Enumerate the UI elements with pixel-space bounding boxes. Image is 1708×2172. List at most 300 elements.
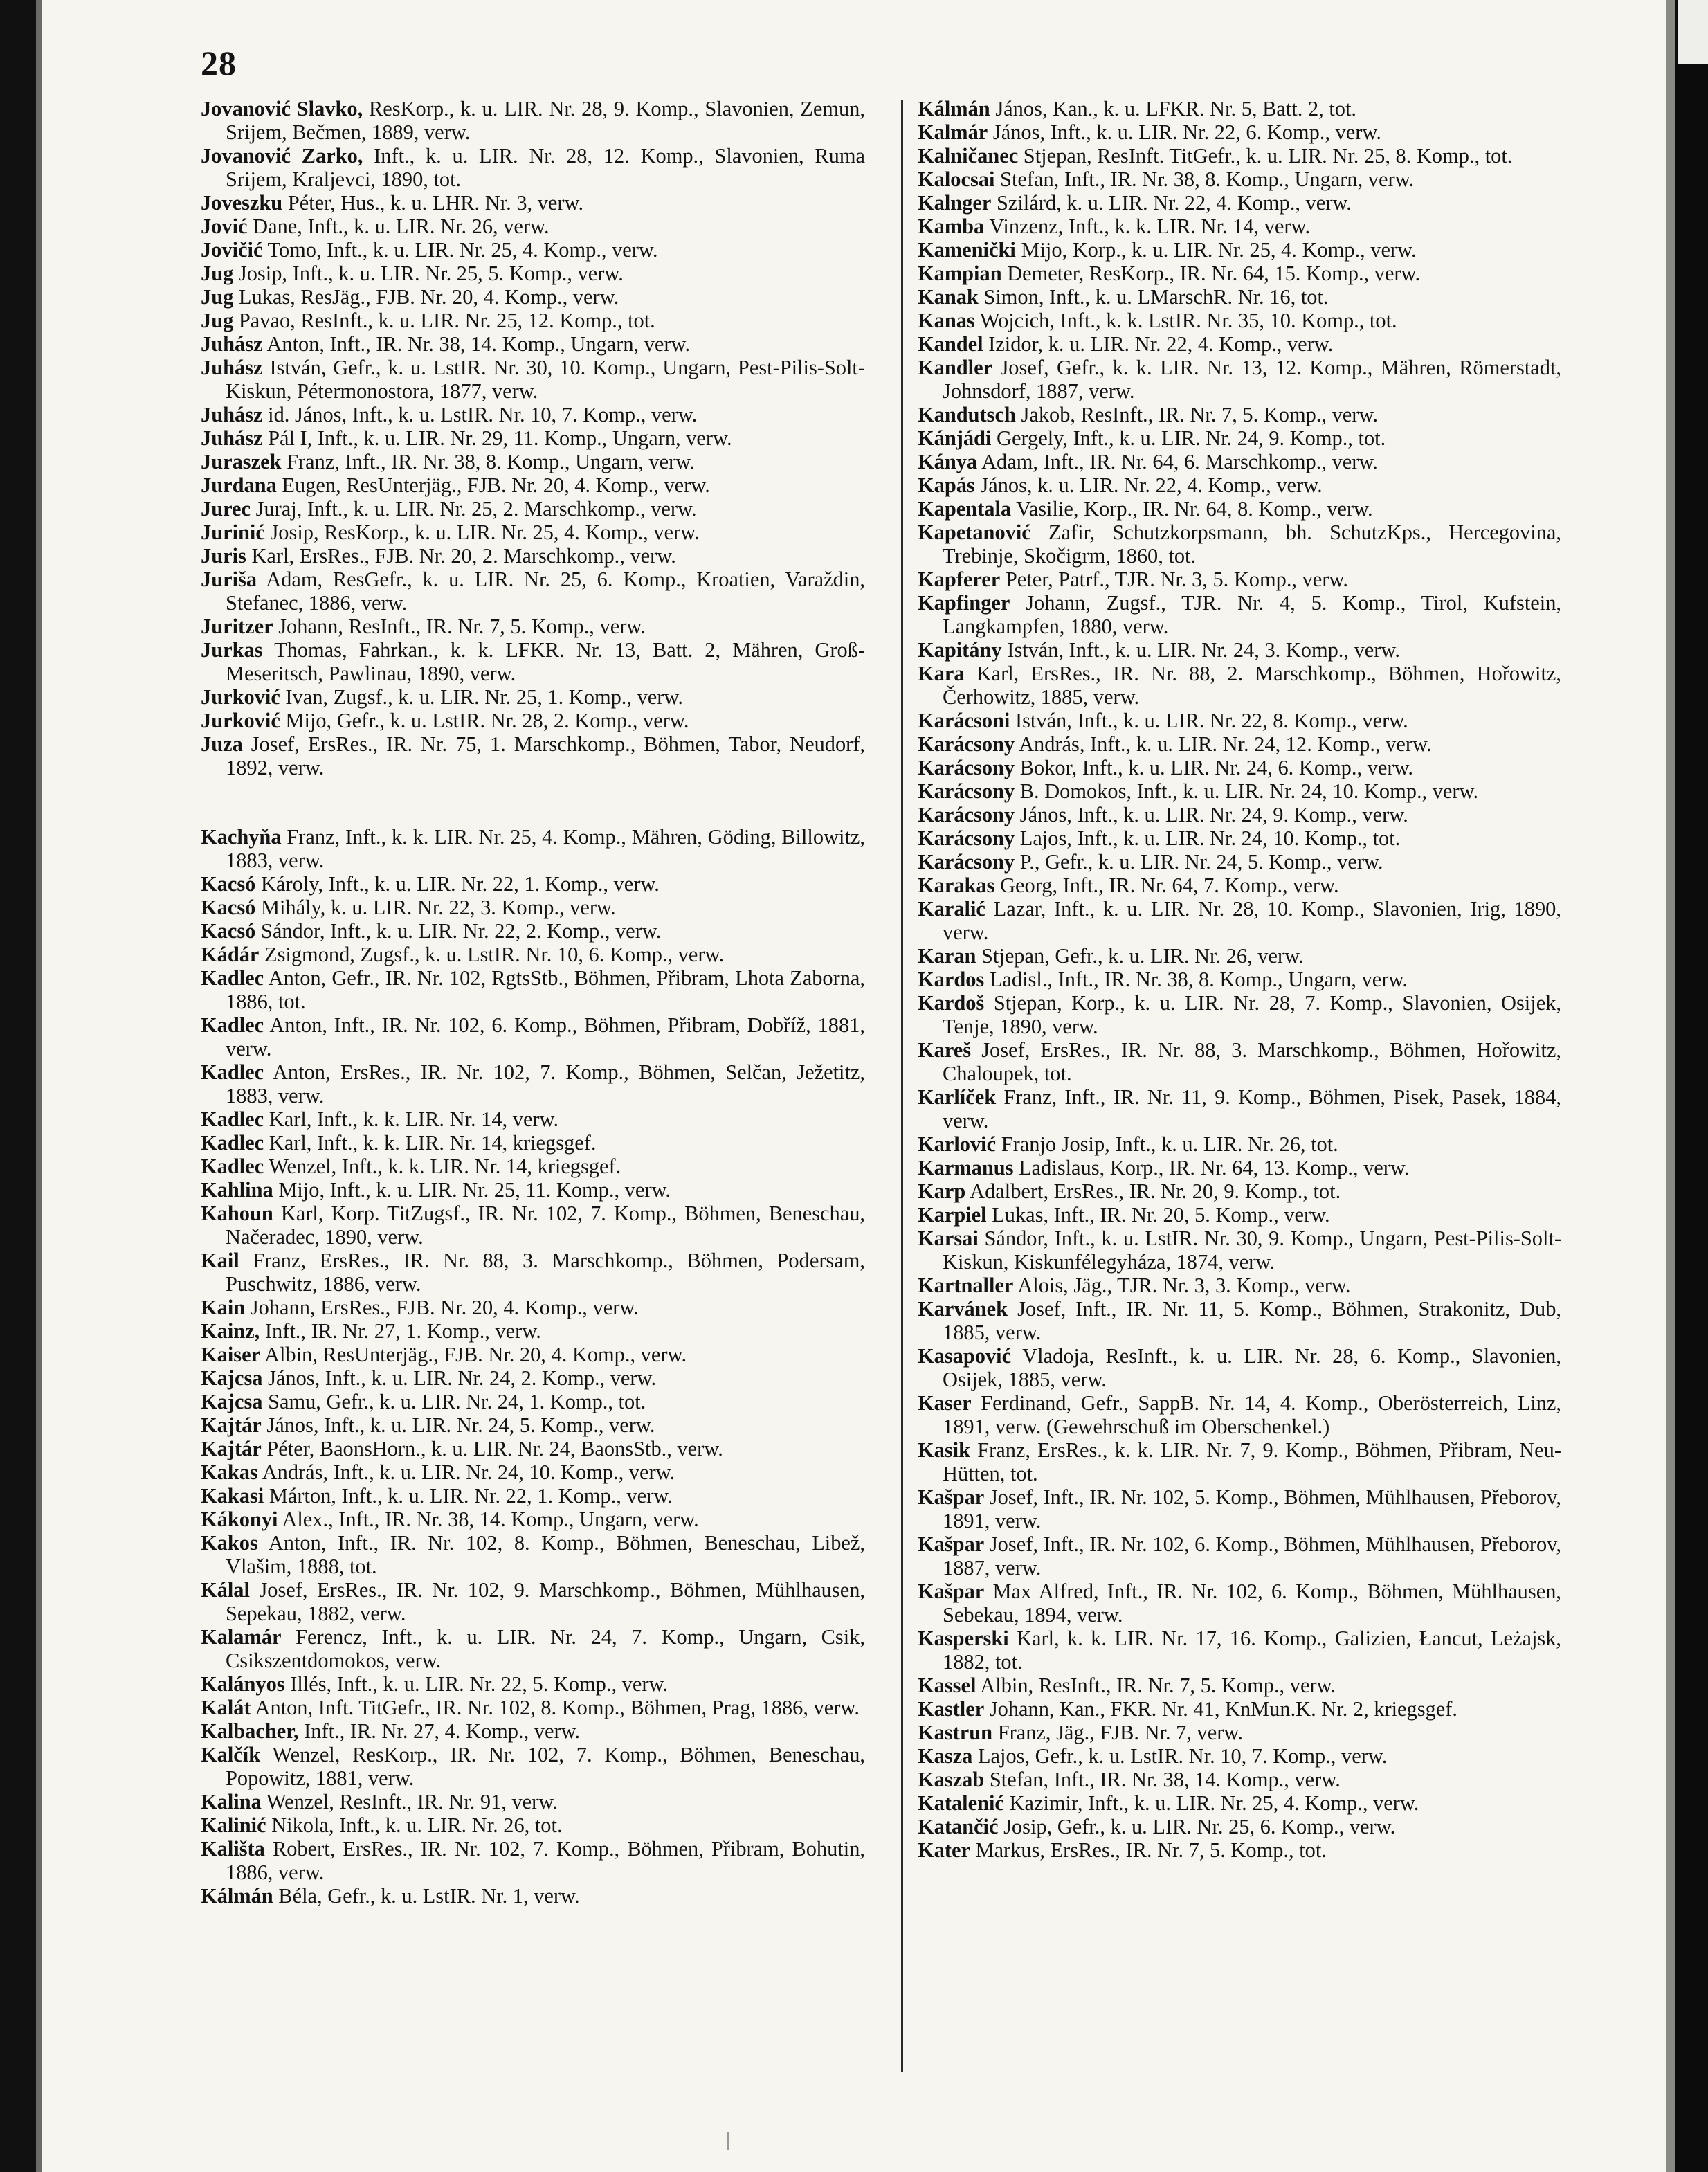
list-entry (201, 1249, 865, 1296)
entry-surname: Kandel (918, 332, 983, 356)
entry-details: Josip, Inft., k. u. LIR. Nr. 25, 5. Komp., verw. (238, 262, 624, 285)
entry-surname: Kacsó (201, 872, 256, 896)
entry-surname: Kánjádi (918, 426, 992, 450)
entry-details: Josef, Inft., IR. Nr. 102, 5. Komp., Böhmen, Mühlhausen, Přeborov, 1891, verw. (943, 1485, 1561, 1532)
list-entry (201, 638, 865, 685)
entry-details: Mijo, Korp., k. u. LIR. Nr. 25, 4. Komp., verw. (1021, 238, 1417, 262)
list-entry (918, 1532, 1561, 1580)
column-divider (901, 100, 903, 2072)
list-entry (918, 473, 1561, 497)
entry-surname: Kaiser (201, 1343, 261, 1366)
entry-details: Inft., k. u. LIR. Nr. 28, 12. Komp., Slavonien, Ruma Srijem, Kraljevci, 1890, tot. (226, 144, 865, 191)
list-entry (918, 756, 1561, 779)
entry-surname: Karácsony (918, 756, 1015, 779)
list-entry (918, 120, 1561, 144)
list-entry (201, 497, 865, 521)
entry-details: Mihály, k. u. LIR. Nr. 22, 3. Komp., verw. (260, 896, 616, 919)
entry-surname: Kachyňa (201, 825, 282, 849)
list-entry (201, 568, 865, 615)
entry-surname: Kasperski (918, 1627, 1009, 1650)
list-entry (201, 1319, 865, 1343)
entry-surname: Kajtár (201, 1413, 262, 1437)
entry-details: id. János, Inft., k. u. LstIR. Nr. 10, 7. Komp., verw. (268, 403, 698, 426)
entry-surname: Karan (918, 944, 976, 968)
entry-surname: Juhász (201, 403, 263, 426)
list-entry (201, 943, 865, 966)
entry-details: Demeter, ResKorp., IR. Nr. 64, 15. Komp., verw. (1007, 262, 1421, 285)
list-entry (918, 215, 1561, 238)
list-entry (918, 1274, 1561, 1297)
entry-surname: Kanas (918, 309, 975, 332)
list-entry (918, 803, 1561, 826)
entry-surname: Juhász (201, 356, 263, 379)
entry-details: Péter, Hus., k. u. LHR. Nr. 3, verw. (287, 191, 584, 215)
entry-surname: Juhász (201, 426, 263, 450)
entry-details: Samu, Gefr., k. u. LIR. Nr. 24, 1. Komp., tot. (268, 1390, 646, 1413)
entry-details: Franjo Josip, Inft., k. u. LIR. Nr. 26, tot. (1001, 1132, 1338, 1156)
entry-surname: Kakas (201, 1460, 258, 1484)
entry-surname: Kardoš (918, 991, 985, 1015)
entry-details: Franz, Inft., k. k. LIR. Nr. 25, 4. Komp., Mähren, Göding, Billowitz, 1883, verw. (226, 825, 865, 872)
list-entry (918, 1674, 1561, 1697)
entry-details: Lajos, Gefr., k. u. LstIR. Nr. 10, 7. Komp., verw. (977, 1744, 1388, 1768)
entry-surname: Katalenić (918, 1791, 1004, 1815)
list-entry (201, 309, 865, 332)
list-entry (201, 97, 865, 144)
entry-surname: Kastrun (918, 1721, 993, 1744)
list-entry (201, 1531, 865, 1578)
list-entry (918, 309, 1561, 332)
entry-details: Ladislaus, Korp., IR. Nr. 64, 13. Komp., verw. (1019, 1156, 1410, 1179)
entry-surname: Kálmán (918, 97, 990, 120)
list-entry (201, 332, 865, 356)
entry-details: István, Inft., k. u. LIR. Nr. 24, 3. Komp., verw. (1007, 638, 1400, 662)
list-entry (201, 1296, 865, 1319)
list-entry (201, 1460, 865, 1484)
entry-surname: Kandutsch (918, 403, 1016, 426)
entry-surname: Kalát (201, 1696, 251, 1719)
entry-surname: Karp (918, 1179, 966, 1203)
entry-details: Adam, ResGefr., k. u. LIR. Nr. 25, 6. Komp., Kroatien, Varaždin, Stefanec, 1886, verw. (226, 568, 866, 615)
list-entry (918, 450, 1561, 473)
entry-surname: Kapfinger (918, 591, 1010, 615)
list-entry (201, 1178, 865, 1202)
entry-details: Illés, Inft., k. u. LIR. Nr. 22, 5. Komp., verw. (290, 1672, 669, 1696)
entry-surname: Kánya (918, 450, 978, 473)
entry-surname: Kašpar (918, 1532, 985, 1556)
entry-details: ResKorp., k. u. LIR. Nr. 28, 9. Komp., Slavonien, Zemun, Srijem, Bečmen, 1889, verw. (226, 97, 865, 144)
entry-surname: Kastler (918, 1697, 985, 1721)
entry-surname: Kail (201, 1249, 239, 1272)
list-entry (201, 403, 865, 426)
entry-details: Alex., Inft., IR. Nr. 38, 14. Komp., Ungarn, verw. (282, 1508, 699, 1531)
entry-surname: Kajcsa (201, 1390, 263, 1413)
list-entry (201, 685, 865, 709)
entry-details: Izidor, k. u. LIR. Nr. 22, 4. Komp., verw. (988, 332, 1334, 356)
entry-details: Péter, BaonsHorn., k. u. LIR. Nr. 24, BaonsStb., verw. (266, 1437, 723, 1460)
list-entry (918, 944, 1561, 968)
entry-details: Anton, Inft., IR. Nr. 102, 8. Komp., Böhmen, Beneschau, Libež, Vlašim, 1888, tot. (226, 1531, 866, 1578)
entry-surname: Karakas (918, 874, 995, 897)
entry-surname: Juza (201, 732, 243, 756)
list-entry (918, 168, 1561, 191)
entry-surname: Kalamár (201, 1625, 282, 1649)
entry-details: Karl, Korp. TitZugsf., IR. Nr. 102, 7. Komp., Böhmen, Beneschau, Načeradec, 1890, verw. (226, 1202, 865, 1249)
entry-details: Peter, Patrf., TJR. Nr. 3, 5. Komp., verw. (1005, 568, 1348, 591)
entry-surname: Kapferer (918, 568, 1001, 591)
entry-surname: Kališta (201, 1837, 265, 1861)
list-entry (918, 191, 1561, 215)
entry-details: Bokor, Inft., k. u. LIR. Nr. 24, 6. Komp., verw. (1019, 756, 1414, 779)
entry-details: Franz, ErsRes., IR. Nr. 88, 3. Marschkomp., Böhmen, Podersam, Puschwitz, 1886, verw. (226, 1249, 865, 1296)
entry-details: Robert, ErsRes., IR. Nr. 102, 7. Komp., Böhmen, Přibram, Bohutin, 1886, verw. (226, 1837, 865, 1884)
entry-details: Sándor, Inft., k. u. LIR. Nr. 22, 2. Komp., verw. (260, 919, 662, 943)
entry-details: Nikola, Inft., k. u. LIR. Nr. 26, tot. (271, 1813, 563, 1837)
entry-details: Tomo, Inft., k. u. LIR. Nr. 25, 4. Komp., verw. (267, 238, 658, 262)
list-entry (201, 1790, 865, 1813)
list-entry (918, 332, 1561, 356)
list-entry (201, 615, 865, 638)
entry-surname: Karvánek (918, 1297, 1008, 1321)
list-entry (918, 285, 1561, 309)
list-entry (201, 473, 865, 497)
entry-details: Ferdinand, Gefr., SappB. Nr. 14, 4. Komp., Oberösterreich, Linz, 1891, verw. (Gewehrschuß im Oberschenkel.) (943, 1391, 1561, 1438)
entry-details: István, Gefr., k. u. LstIR. Nr. 30, 10. Komp., Ungarn, Pest-Pilis-Solt-Kiskun, Pétermonostora, 1877, verw. (226, 356, 865, 403)
entry-surname: Jurec (201, 497, 251, 521)
list-entry (918, 1485, 1561, 1532)
entry-surname: Kater (918, 1838, 970, 1862)
entry-details: Károly, Inft., k. u. LIR. Nr. 22, 1. Komp., verw. (260, 872, 660, 896)
entry-details: Karl, k. k. LIR. Nr. 17, 16. Komp., Galizien, Łancut, Leżajsk, 1882, tot. (943, 1627, 1562, 1674)
entry-surname: Karmanus (918, 1156, 1014, 1179)
entry-details: Josef, ErsRes., IR. Nr. 102, 9. Marschkomp., Böhmen, Mühlhausen, Sepekau, 1882, verw. (226, 1578, 865, 1625)
list-entry (201, 1813, 865, 1837)
list-entry (918, 497, 1561, 521)
list-entry (918, 1203, 1561, 1227)
entry-surname: Kampian (918, 262, 1002, 285)
list-entry (201, 966, 865, 1013)
entry-details: Wenzel, ResKorp., IR. Nr. 102, 7. Komp., Böhmen, Beneschau, Popowitz, 1881, verw. (226, 1743, 865, 1790)
entry-surname: Jurdana (201, 473, 277, 497)
entry-surname: Kahoun (201, 1202, 273, 1225)
list-entry (918, 1768, 1561, 1791)
entry-surname: Kakasi (201, 1484, 264, 1508)
entry-details: Anton, ErsRes., IR. Nr. 102, 7. Komp., Böhmen, Selčan, Ježetitz, 1883, verw. (226, 1060, 865, 1107)
entry-details: Mijo, Gefr., k. u. LstIR. Nr. 28, 2. Komp., verw. (285, 709, 689, 732)
entry-details: Stefan, Inft., IR. Nr. 38, 8. Komp., Ungarn, verw. (1000, 168, 1415, 191)
entry-surname: Karácsony (918, 779, 1015, 803)
entry-details: Lajos, Inft., k. u. LIR. Nr. 24, 10. Komp., tot. (1019, 826, 1401, 850)
entry-surname: Kardos (918, 968, 985, 991)
list-entry (918, 826, 1561, 850)
list-entry (918, 1085, 1561, 1132)
print-mark (727, 2132, 729, 2150)
entry-surname: Kamenički (918, 238, 1016, 262)
entry-details: Sándor, Inft., k. u. LstIR. Nr. 30, 9. Komp., Ungarn, Pest-Pilis-Solt-Kiskun, Kiskunfélegyháza, 1874, verw. (943, 1227, 1561, 1274)
entry-details: Lukas, Inft., IR. Nr. 20, 5. Komp., verw. (992, 1203, 1330, 1227)
entry-details: Franz, ErsRes., k. k. LIR. Nr. 7, 9. Komp., Böhmen, Přibram, Neu-Hütten, tot. (943, 1438, 1561, 1485)
list-entry (918, 1156, 1561, 1179)
entry-surname: Kandler (918, 356, 993, 379)
list-entry (201, 1437, 865, 1460)
list-entry (918, 874, 1561, 897)
list-entry (201, 1743, 865, 1790)
entry-details: Albin, ResUnterjäg., FJB. Nr. 20, 4. Komp., verw. (264, 1343, 687, 1366)
entry-details: Juraj, Inft., k. u. LIR. Nr. 25, 2. Marschkomp., verw. (255, 497, 697, 521)
entry-details: János, Inft., k. u. LIR. Nr. 24, 2. Komp., verw. (268, 1366, 657, 1390)
list-entry (201, 426, 865, 450)
entry-details: Anton, Inft., IR. Nr. 102, 6. Komp., Böhmen, Přibram, Dobříž, 1881, verw. (226, 1013, 865, 1060)
list-entry (918, 568, 1561, 591)
list-entry (918, 97, 1561, 120)
entry-details: Vladoja, ResInft., k. u. LIR. Nr. 28, 6. Komp., Slavonien, Osijek, 1885, verw. (943, 1344, 1561, 1391)
list-entry (201, 1413, 865, 1437)
list-entry (918, 1721, 1561, 1744)
entry-details: Josef, Inft., IR. Nr. 11, 5. Komp., Böhmen, Strakonitz, Dub, 1885, verw. (943, 1297, 1561, 1344)
list-entry (918, 638, 1561, 662)
entry-details: Alois, Jäg., TJR. Nr. 3, 3. Komp., verw. (1017, 1274, 1351, 1297)
list-entry (201, 1696, 865, 1719)
entry-details: Kazimir, Inft., k. u. LIR. Nr. 25, 4. Komp., verw. (1009, 1791, 1419, 1815)
list-entry (201, 1343, 865, 1366)
list-entry (918, 1344, 1561, 1391)
list-entry (918, 850, 1561, 874)
list-entry (201, 1625, 865, 1672)
entry-surname: Juris (201, 544, 246, 568)
entry-details: Josip, ResKorp., k. u. LIR. Nr. 25, 4. Komp., verw. (270, 521, 700, 544)
entry-surname: Kajtár (201, 1437, 262, 1460)
list-entry (918, 521, 1561, 568)
entry-details: Lukas, ResJäg., FJB. Nr. 20, 4. Komp., verw. (238, 285, 619, 309)
entry-surname: Jug (201, 285, 234, 309)
entry-surname: Kasza (918, 1744, 973, 1768)
entry-surname: Jug (201, 262, 234, 285)
list-entry (918, 144, 1561, 168)
entry-details: Franz, Inft., IR. Nr. 11, 9. Komp., Böhmen, Pisek, Pasek, 1884, verw. (943, 1085, 1561, 1132)
entry-details: Karl, ErsRes., FJB. Nr. 20, 2. Marschkomp., verw. (251, 544, 676, 568)
list-entry (918, 426, 1561, 450)
list-entry (201, 1390, 865, 1413)
entry-surname: Kapentala (918, 497, 1012, 521)
entry-surname: Kainz, (201, 1319, 260, 1343)
entry-details: István, Inft., k. u. LIR. Nr. 22, 8. Komp., verw. (1015, 709, 1408, 732)
list-entry (918, 1627, 1561, 1674)
list-entry (201, 238, 865, 262)
entry-details: János, Inft., k. u. LIR. Nr. 24, 9. Komp., verw. (1019, 803, 1408, 826)
entry-surname: Kalčík (201, 1743, 261, 1766)
entry-surname: Kalnger (918, 191, 992, 215)
entry-surname: Karpiel (918, 1203, 987, 1227)
entry-surname: Kapás (918, 473, 975, 497)
entry-details: Adam, Inft., IR. Nr. 64, 6. Marschkomp., verw. (981, 450, 1378, 473)
entry-surname: Kadlec (201, 1131, 264, 1155)
entry-details: Johann, Zugsf., TJR. Nr. 4, 5. Komp., Tirol, Kufstein, Langkampfen, 1880, verw. (943, 591, 1561, 638)
entry-details: Max Alfred, Inft., IR. Nr. 102, 6. Komp., Böhmen, Mühlhausen, Sebekau, 1894, verw. (943, 1580, 1561, 1627)
entry-details: Vinzenz, Inft., k. k. LIR. Nr. 14, verw. (989, 215, 1311, 238)
scan-edge-right (1675, 0, 1708, 2172)
entry-details: Inft., IR. Nr. 27, 4. Komp., verw. (304, 1719, 581, 1743)
scan-edge-right-shadow (1666, 0, 1675, 2172)
entry-surname: Karácsoni (918, 709, 1010, 732)
list-entry (918, 1297, 1561, 1344)
entry-details: Eugen, ResUnterjäg., FJB. Nr. 20, 4. Komp., verw. (282, 473, 710, 497)
list-entry (201, 144, 865, 191)
entry-surname: Kalničanec (918, 144, 1019, 168)
entry-surname: Kasapović (918, 1344, 1012, 1368)
entry-details: Wojcich, Inft., k. k. LstIR. Nr. 35, 10. Komp., tot. (979, 309, 1397, 332)
entry-surname: Kadlec (201, 1155, 264, 1178)
entry-details: Josef, Inft., IR. Nr. 102, 6. Komp., Böhmen, Mühlhausen, Přeborov, 1887, verw. (943, 1532, 1561, 1580)
entry-details: Josef, Gefr., k. k. LIR. Nr. 13, 12. Komp., Mähren, Römerstadt, Johnsdorf, 1887, verw. (943, 356, 1561, 403)
list-entry (201, 1060, 865, 1107)
list-entry (918, 709, 1561, 732)
list-entry (201, 356, 865, 403)
entry-details: Simon, Inft., k. u. LMarschR. Nr. 16, tot. (983, 285, 1329, 309)
entry-surname: Kanak (918, 285, 979, 309)
entry-details: Pál I, Inft., k. u. LIR. Nr. 29, 11. Komp., Ungarn, verw. (268, 426, 732, 450)
entry-details: János, Kan., k. u. LFKR. Nr. 5, Batt. 2, tot. (995, 97, 1357, 120)
entry-details: Gergely, Inft., k. u. LIR. Nr. 24, 9. Komp., tot. (997, 426, 1386, 450)
entry-details: Adalbert, ErsRes., IR. Nr. 20, 9. Komp., tot. (970, 1179, 1341, 1203)
entry-surname: Jovanović Zarko, (201, 144, 363, 168)
entry-surname: Kalina (201, 1790, 262, 1813)
list-entry (918, 1838, 1561, 1862)
entry-surname: Kalmár (918, 120, 988, 144)
entry-surname: Kákonyi (201, 1508, 278, 1531)
entry-surname: Kamba (918, 215, 985, 238)
entry-details: Ferencz, Inft., k. u. LIR. Nr. 24, 7. Komp., Ungarn, Csik, Csikszentdomokos, verw. (226, 1625, 865, 1672)
entry-details: Anton, Gefr., IR. Nr. 102, RgtsStb., Böhmen, Přibram, Lhota Zaborna, 1886, tot. (226, 966, 865, 1013)
entry-surname: Kalocsai (918, 168, 995, 191)
entry-details: Anton, Inft., IR. Nr. 38, 14. Komp., Ungarn, verw. (266, 332, 691, 356)
entry-surname: Kacsó (201, 919, 256, 943)
entry-surname: Karlíček (918, 1085, 997, 1109)
entry-details: Johann, Kan., FKR. Nr. 41, KnMun.K. Nr. 2, kriegsgef. (989, 1697, 1457, 1721)
entry-surname: Kašpar (918, 1580, 985, 1603)
entry-details: Wenzel, ResInft., IR. Nr. 91, verw. (266, 1790, 558, 1813)
list-entry (918, 968, 1561, 991)
list-entry (201, 1202, 865, 1249)
entry-surname: Kartnaller (918, 1274, 1014, 1297)
entry-surname: Kadlec (201, 1060, 264, 1084)
list-entry (201, 450, 865, 473)
entry-details: Stjepan, Korp., k. u. LIR. Nr. 28, 7. Komp., Slavonien, Osijek, Tenje, 1890, verw. (943, 991, 1561, 1038)
list-entry (201, 544, 865, 568)
right-column (918, 97, 1561, 1862)
entry-surname: Jurković (201, 709, 280, 732)
entry-surname: Kadlec (201, 1107, 264, 1131)
entry-surname: Kajcsa (201, 1366, 263, 1390)
list-entry (201, 1484, 865, 1508)
list-entry (918, 1038, 1561, 1085)
entry-details: Karl, Inft., k. k. LIR. Nr. 14, verw. (269, 1107, 559, 1131)
entry-surname: Kakos (201, 1531, 258, 1555)
entry-surname: Jug (201, 309, 234, 332)
list-entry (201, 732, 865, 779)
entry-surname: Kádár (201, 943, 260, 966)
entry-details: Karl, ErsRes., IR. Nr. 88, 2. Marschkomp., Böhmen, Hořowitz, Čerhowitz, 1885, verw. (943, 662, 1561, 709)
entry-details: Márton, Inft., k. u. LIR. Nr. 22, 1. Komp., verw. (269, 1484, 673, 1508)
entry-surname: Kasik (918, 1438, 971, 1462)
list-entry (918, 1227, 1561, 1274)
list-entry (918, 1744, 1561, 1768)
entry-details: Stjepan, Gefr., k. u. LIR. Nr. 26, verw. (981, 944, 1304, 968)
entry-surname: Karlović (918, 1132, 997, 1156)
list-entry (918, 1179, 1561, 1203)
entry-surname: Katančić (918, 1815, 999, 1838)
scan-edge-left-shadow (36, 0, 42, 2172)
list-entry (918, 897, 1561, 944)
entry-details: Inft., IR. Nr. 27, 1. Komp., verw. (264, 1319, 541, 1343)
entry-surname: Kareš (918, 1038, 972, 1062)
list-entry (918, 1580, 1561, 1627)
list-entry (918, 262, 1561, 285)
list-entry (201, 262, 865, 285)
entry-details: Josef, ErsRes., IR. Nr. 75, 1. Marschkomp., Böhmen, Tabor, Neudorf, 1892, verw. (226, 732, 865, 779)
entry-surname: Karácsony (918, 850, 1015, 874)
scan-corner (1678, 0, 1708, 64)
list-entry (918, 591, 1561, 638)
entry-details: János, Inft., k. u. LIR. Nr. 24, 5. Komp., verw. (266, 1413, 655, 1437)
list-entry (918, 1697, 1561, 1721)
entry-details: András, Inft., k. u. LIR. Nr. 24, 12. Komp., verw. (1019, 732, 1432, 756)
list-entry (918, 1815, 1561, 1838)
entry-surname: Kara (918, 662, 965, 685)
entry-details: János, k. u. LIR. Nr. 22, 4. Komp., verw. (980, 473, 1323, 497)
entry-details: Ladisl., Inft., IR. Nr. 38, 8. Komp., Ungarn, verw. (989, 968, 1408, 991)
entry-surname: Kaser (918, 1391, 972, 1415)
left-column (201, 97, 865, 1908)
page-number: 28 (201, 44, 237, 82)
entry-details: János, Inft., k. u. LIR. Nr. 22, 6. Komp., verw. (992, 120, 1381, 144)
entry-details: B. Domokos, Inft., k. u. LIR. Nr. 24, 10. Komp., verw. (1019, 779, 1479, 803)
list-entry (918, 991, 1561, 1038)
entry-surname: Kacsó (201, 896, 256, 919)
list-entry (918, 1791, 1561, 1815)
entry-details: Dane, Inft., k. u. LIR. Nr. 26, verw. (253, 215, 549, 238)
list-entry (201, 285, 865, 309)
entry-details: András, Inft., k. u. LIR. Nr. 24, 10. Komp., verw. (262, 1460, 675, 1484)
entry-surname: Jović (201, 215, 248, 238)
list-entry (201, 1672, 865, 1696)
entry-surname: Kalinić (201, 1813, 266, 1837)
list-entry (201, 1013, 865, 1060)
list-entry (918, 779, 1561, 803)
entry-surname: Kálmán (201, 1884, 273, 1908)
entry-details: Zsigmond, Zugsf., k. u. LstIR. Nr. 10, 6. Komp., verw. (264, 943, 725, 966)
scan-edge-left (0, 0, 36, 2172)
entry-surname: Kahlina (201, 1178, 273, 1202)
list-entry (201, 872, 865, 896)
entry-details: Szilárd, k. u. LIR. Nr. 22, 4. Komp., verw. (996, 191, 1352, 215)
entry-surname: Juraszek (201, 450, 282, 473)
list-entry (201, 215, 865, 238)
list-entry (918, 1132, 1561, 1156)
entry-surname: Karácsony (918, 803, 1015, 826)
entry-details: Vasilie, Korp., IR. Nr. 64, 8. Komp., verw. (1016, 497, 1373, 521)
entry-surname: Kašpar (918, 1485, 985, 1509)
entry-details: Franz, Jäg., FJB. Nr. 7, verw. (997, 1721, 1243, 1744)
section-gap (201, 779, 865, 825)
entry-surname: Kassel (918, 1674, 976, 1697)
entry-surname: Karsai (918, 1227, 979, 1250)
entry-surname: Kalbacher, (201, 1719, 299, 1743)
list-entry (201, 1837, 865, 1884)
entry-details: Franz, Inft., IR. Nr. 38, 8. Komp., Ungarn, verw. (287, 450, 695, 473)
entry-details: Albin, ResInft., IR. Nr. 7, 5. Komp., verw. (980, 1674, 1336, 1697)
entry-surname: Jurkas (201, 638, 263, 662)
entry-details: P., Gefr., k. u. LIR. Nr. 24, 5. Komp., verw. (1019, 850, 1383, 874)
